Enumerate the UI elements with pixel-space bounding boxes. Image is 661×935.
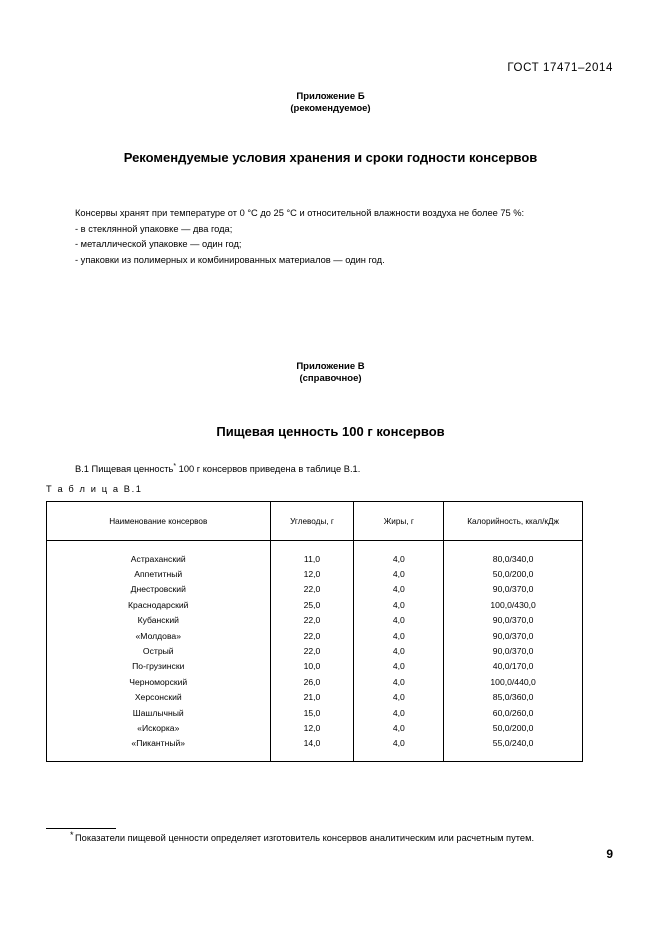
storage-line-4: - упаковки из полимерных и комбинированных материалов — один год.	[75, 254, 385, 265]
cell-fats: 4,0	[354, 582, 444, 597]
column-header-carbs: Углеводы, г	[270, 502, 354, 541]
cell-carbs: 14,0	[270, 736, 354, 762]
table-row	[47, 720, 583, 735]
footnote-mark: *	[70, 830, 74, 840]
cell-fats: 4,0	[354, 643, 444, 658]
cell-calories: 50,0/200,0	[444, 566, 583, 581]
cell-name: Астраханский	[47, 541, 271, 567]
table-row	[47, 582, 583, 597]
table-row	[47, 566, 583, 581]
cell-name: По-грузински	[47, 659, 271, 674]
cell-name: Днестровский	[47, 582, 271, 597]
cell-name: Аппетитный	[47, 566, 271, 581]
cell-calories: 90,0/370,0	[444, 613, 583, 628]
cell-calories: 90,0/370,0	[444, 582, 583, 597]
cell-fats: 4,0	[354, 705, 444, 720]
cell-calories: 80,0/340,0	[444, 541, 583, 567]
footnote-divider	[46, 828, 116, 829]
cell-fats: 4,0	[354, 674, 444, 689]
cell-name: «Молдова»	[47, 628, 271, 643]
cell-fats: 4,0	[354, 566, 444, 581]
cell-calories: 90,0/370,0	[444, 643, 583, 658]
cell-name: Краснодарский	[47, 597, 271, 612]
cell-name: Черноморский	[47, 674, 271, 689]
cell-carbs: 11,0	[270, 541, 354, 567]
cell-carbs: 12,0	[270, 566, 354, 581]
table-row	[47, 628, 583, 643]
storage-line-3: - металлической упаковке — один год;	[75, 239, 242, 249]
table-row	[47, 705, 583, 720]
cell-carbs: 10,0	[270, 659, 354, 674]
table-row	[47, 597, 583, 612]
footnote-text: Показатели пищевой ценности определяет изготовитель консервов аналитическим или расчетным путем.	[75, 833, 535, 843]
cell-carbs: 21,0	[270, 690, 354, 705]
storage-conditions-paragraph	[75, 206, 524, 268]
nutrition-intro-paragraph: В.1 Пищевая ценность* 100 г консервов приведена в таблице В.1.	[75, 463, 361, 475]
cell-fats: 4,0	[354, 690, 444, 705]
column-header-calories: Калорийность, ккал/кДж	[444, 502, 583, 541]
cell-fats: 4,0	[354, 597, 444, 612]
nutrition-intro-prefix: В.1 Пищевая ценность	[75, 464, 174, 475]
annex-v-title: Пищевая ценность 100 г консервов	[216, 424, 445, 439]
cell-calories: 55,0/240,0	[444, 736, 583, 762]
cell-carbs: 22,0	[270, 582, 354, 597]
cell-fats: 4,0	[354, 541, 444, 567]
annex-b-title: Рекомендуемые условия хранения и сроки годности консервов	[123, 150, 538, 165]
table-row	[47, 613, 583, 628]
table-row	[47, 690, 583, 705]
footnote-reference-mark: *	[173, 463, 177, 470]
table-row	[47, 541, 583, 567]
cell-fats: 4,0	[354, 659, 444, 674]
storage-line-1: Консервы хранят при температуре от 0 °С до 25 °С и относительной влажности воздуха не более 75 %:	[75, 208, 525, 218]
page-number: 9	[606, 847, 613, 861]
annex-v-sublabel: (справочное)	[299, 373, 362, 384]
table-caption: Т а б л и ц а В.1	[46, 484, 143, 494]
cell-carbs: 22,0	[270, 613, 354, 628]
cell-name: Шашлычный	[47, 705, 271, 720]
annex-b-heading	[0, 91, 661, 115]
annex-v-label: Приложение В	[296, 361, 365, 372]
cell-carbs: 12,0	[270, 720, 354, 735]
cell-name: Кубанский	[47, 613, 271, 628]
cell-fats: 4,0	[354, 613, 444, 628]
cell-fats: 4,0	[354, 628, 444, 643]
cell-name: «Пикантный»	[47, 736, 271, 762]
annex-b-label: Приложение Б	[296, 91, 365, 102]
cell-calories: 50,0/200,0	[444, 720, 583, 735]
table-header-row	[47, 502, 583, 541]
cell-calories: 90,0/370,0	[444, 628, 583, 643]
table-row	[47, 643, 583, 658]
cell-carbs: 22,0	[270, 628, 354, 643]
nutrition-table	[46, 501, 583, 762]
cell-carbs: 15,0	[270, 705, 354, 720]
column-header-fats: Жиры, г	[354, 502, 444, 541]
nutrition-intro-suffix: 100 г консервов приведена в таблице В.1	[178, 464, 358, 475]
cell-carbs: 25,0	[270, 597, 354, 612]
cell-carbs: 22,0	[270, 643, 354, 658]
cell-fats: 4,0	[354, 736, 444, 762]
table-row	[47, 674, 583, 689]
cell-name: «Искорка»	[47, 720, 271, 735]
cell-calories: 60,0/260,0	[444, 705, 583, 720]
cell-calories: 100,0/430,0	[444, 597, 583, 612]
cell-name: Херсонский	[47, 690, 271, 705]
cell-name: Острый	[47, 643, 271, 658]
cell-fats: 4,0	[354, 720, 444, 735]
table-row	[47, 736, 583, 762]
cell-calories: 100,0/440,0	[444, 674, 583, 689]
table-row	[47, 659, 583, 674]
cell-calories: 40,0/170,0	[444, 659, 583, 674]
annex-b-sublabel: (рекомендуемое)	[290, 103, 371, 114]
cell-calories: 85,0/360,0	[444, 690, 583, 705]
cell-carbs: 26,0	[270, 674, 354, 689]
standard-header: ГОСТ 17471–2014	[507, 62, 613, 74]
column-header-name: Наименование консервов	[47, 502, 271, 541]
storage-line-2: - в стеклянной упаковке — два года;	[75, 223, 233, 234]
annex-v-heading	[0, 361, 661, 385]
